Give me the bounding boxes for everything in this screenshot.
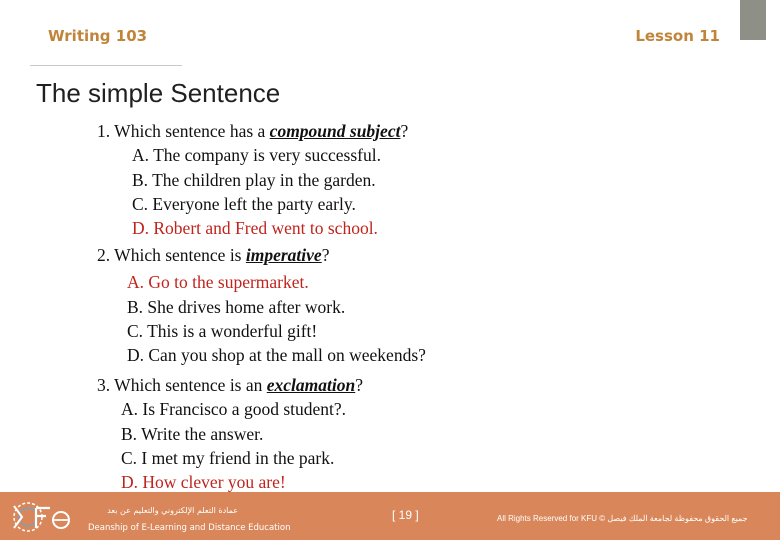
option: C. Everyone left the party early. bbox=[132, 193, 356, 214]
option: B. Write the answer. bbox=[121, 423, 264, 444]
question-2 bbox=[97, 245, 329, 266]
page-number: [ 19 ] bbox=[392, 508, 419, 522]
kfu-elearning-logo bbox=[6, 498, 76, 536]
deanship-arabic: عمادة التعلم الإلكتروني والتعليم عن بعد bbox=[107, 506, 238, 515]
option: C. This is a wonderful gift! bbox=[127, 320, 318, 341]
corner-tab bbox=[740, 0, 766, 40]
question-text: 1. Which sentence has a bbox=[97, 121, 270, 141]
rights-notice: All Rights Reserved for KFU © جميع الحقوق محفوظة لجامعة الملك فيصل bbox=[497, 514, 748, 523]
question-text: 2. Which sentence is bbox=[97, 245, 246, 265]
option: A. Is Francisco a good student?. bbox=[121, 399, 347, 420]
option: B. She drives home after work. bbox=[127, 296, 346, 317]
course-title: Writing 103 bbox=[48, 27, 148, 45]
question-text: 3. Which sentence is an bbox=[97, 375, 267, 395]
question-keyword: imperative bbox=[245, 245, 322, 265]
slide-title: The simple Sentence bbox=[36, 78, 281, 108]
option: D. Can you shop at the mall on weekends? bbox=[127, 345, 426, 366]
option: A. The company is very successful. bbox=[132, 145, 381, 166]
deanship-english: Deanship of E-Learning and Distance Education bbox=[88, 523, 291, 533]
question-mark: ? bbox=[400, 121, 409, 141]
question-3 bbox=[97, 375, 363, 396]
answer-option: D. Robert and Fred went to school. bbox=[132, 218, 378, 239]
question-1 bbox=[97, 121, 408, 142]
option: B. The children play in the garden. bbox=[132, 169, 376, 190]
answer-option: A. Go to the supermarket. bbox=[127, 272, 309, 293]
question-mark: ? bbox=[321, 245, 330, 265]
question-keyword: exclamation bbox=[266, 375, 356, 395]
option: C. I met my friend in the park. bbox=[121, 447, 335, 468]
answer-option: D. How clever you are! bbox=[121, 472, 286, 493]
question-mark: ? bbox=[355, 375, 364, 395]
header-divider bbox=[30, 65, 182, 66]
question-keyword: compound subject bbox=[269, 121, 401, 141]
lesson-title: Lesson 11 bbox=[635, 27, 720, 45]
